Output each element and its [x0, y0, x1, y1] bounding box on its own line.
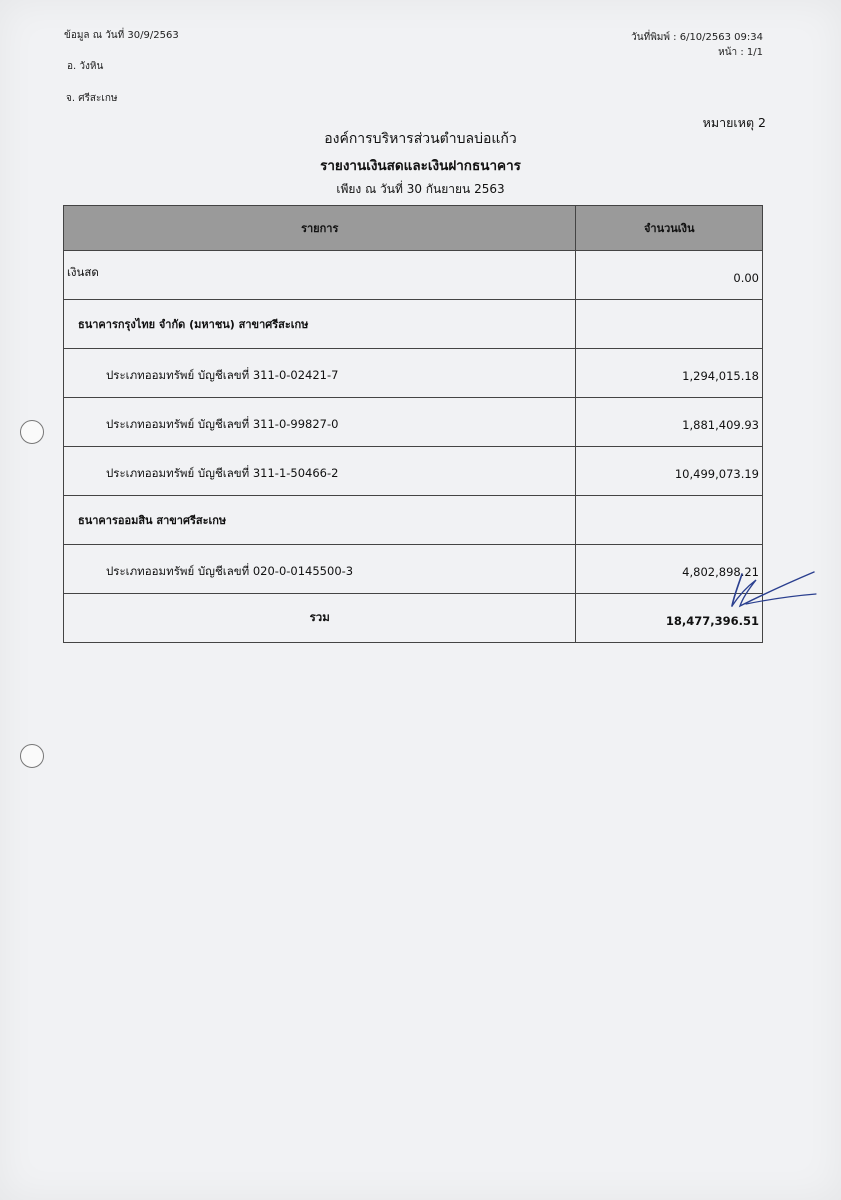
page-number: หน้า : 1/1	[718, 47, 763, 58]
org-title: องค์การบริหารส่วนตำบลบ่อแก้ว	[324, 131, 517, 147]
row-label: ประเภทออมทรัพย์ บัญชีเลขที่ 311-0-02421-7	[64, 349, 576, 398]
row-amount: 10,499,073.19	[576, 447, 763, 496]
row-label: ธนาคารออมสิน สาขาศรีสะเกษ	[64, 496, 576, 545]
row-amount: 1,294,015.18	[576, 349, 763, 398]
province: จ. ศรีสะเกษ	[66, 93, 118, 104]
row-label: ประเภทออมทรัพย์ บัญชีเลขที่ 020-0-0145500-3	[64, 545, 576, 594]
district: อ. วังหิน	[67, 61, 104, 72]
col-header-item: รายการ	[64, 206, 576, 251]
total-row	[64, 594, 763, 643]
total-amount: 18,477,396.51	[576, 594, 763, 643]
row-label: ธนาคารกรุงไทย จำกัด (มหาชน) สาขาศรีสะเกษ	[64, 300, 576, 349]
print-date: วันที่พิมพ์ : 6/10/2563 09:34	[631, 32, 763, 43]
row-amount	[576, 300, 763, 349]
table-row	[64, 447, 763, 496]
report-title: รายงานเงินสดและเงินฝากธนาคาร	[320, 158, 521, 174]
punch-hole-top	[20, 420, 44, 444]
row-label: เงินสด	[64, 251, 576, 300]
table-row	[64, 300, 763, 349]
data-date: ข้อมูล ณ วันที่ 30/9/2563	[64, 30, 179, 41]
table-header-row	[64, 206, 763, 251]
note-label: หมายเหตุ 2	[702, 115, 766, 130]
row-amount: 1,881,409.93	[576, 398, 763, 447]
signature-mark	[726, 568, 821, 613]
row-amount: 4,802,898.21	[576, 545, 763, 594]
row-amount: 0.00	[576, 251, 763, 300]
row-label: ประเภทออมทรัพย์ บัญชีเลขที่ 311-1-50466-2	[64, 447, 576, 496]
table-row	[64, 398, 763, 447]
row-amount	[576, 496, 763, 545]
total-label: รวม	[64, 594, 576, 643]
cash-bank-table	[63, 205, 763, 643]
table-row	[64, 496, 763, 545]
table-row	[64, 349, 763, 398]
col-header-amount: จำนวนเงิน	[576, 206, 763, 251]
table-row	[64, 545, 763, 594]
as-of-date: เพียง ณ วันที่ 30 กันยายน 2563	[336, 182, 505, 196]
table-row	[64, 251, 763, 300]
punch-hole-bottom	[20, 744, 44, 768]
row-label: ประเภทออมทรัพย์ บัญชีเลขที่ 311-0-99827-0	[64, 398, 576, 447]
